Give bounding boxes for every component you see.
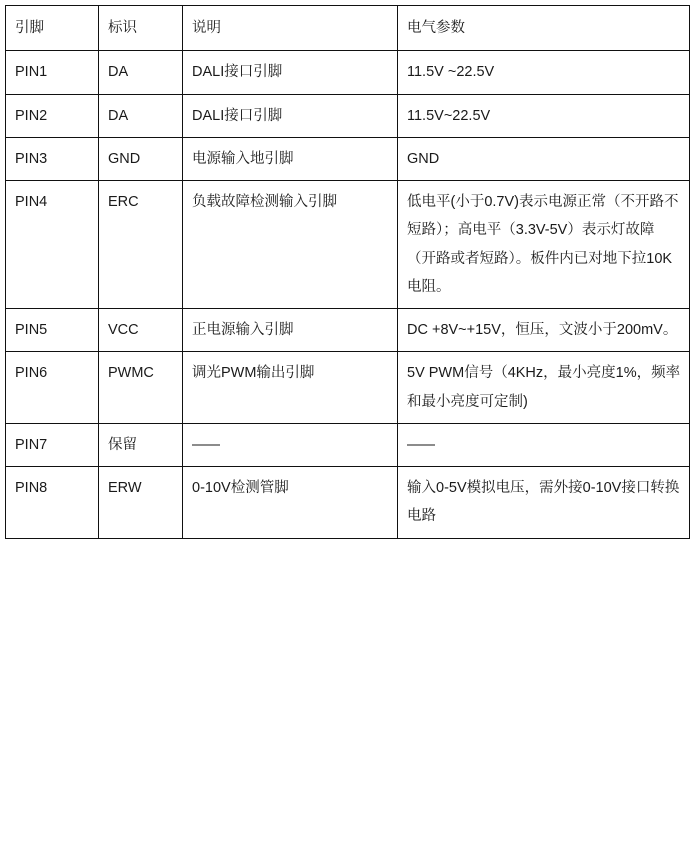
table-row xyxy=(6,94,690,137)
column-header-parameters-label: 电气参数 xyxy=(407,20,465,36)
cell-pin xyxy=(6,51,99,94)
cell-parameters xyxy=(398,309,690,352)
cell-parameters xyxy=(398,181,690,309)
table-row xyxy=(6,309,690,352)
column-header-parameters xyxy=(398,6,690,51)
cell-description xyxy=(183,137,398,180)
cell-mark xyxy=(99,181,183,309)
cell-mark xyxy=(99,94,183,137)
column-header-pin xyxy=(6,6,99,51)
mark-value: DA xyxy=(108,107,129,124)
description-value: 0-10V检测管脚 xyxy=(192,480,289,497)
table-header-row xyxy=(6,6,690,51)
table-row xyxy=(6,423,690,466)
parameters-value: 输入0-5V模拟电压，需外接0-10V接口转换电路 xyxy=(407,480,680,525)
cell-parameters xyxy=(398,137,690,180)
parameters-value: —— xyxy=(407,436,434,453)
cell-mark xyxy=(99,309,183,352)
mark-value: VCC xyxy=(108,322,139,339)
cell-mark xyxy=(99,137,183,180)
description-value: 电源输入地引脚 xyxy=(192,150,294,167)
cell-parameters xyxy=(398,51,690,94)
cell-parameters xyxy=(398,467,690,539)
cell-parameters xyxy=(398,352,690,424)
description-value: —— xyxy=(192,436,219,453)
table-row xyxy=(6,467,690,539)
pin-definition-table xyxy=(5,5,690,539)
cell-description xyxy=(183,94,398,137)
column-header-description xyxy=(183,6,398,51)
pin-value: PIN5 xyxy=(15,322,48,339)
cell-pin xyxy=(6,181,99,309)
column-header-description-label: 说明 xyxy=(192,20,221,36)
cell-description xyxy=(183,352,398,424)
pin-value: PIN1 xyxy=(15,64,48,81)
cell-description xyxy=(183,181,398,309)
parameters-value: 11.5V~22.5V xyxy=(407,107,491,124)
table-row xyxy=(6,137,690,180)
description-value: DALI接口引脚 xyxy=(192,64,283,81)
cell-mark xyxy=(99,423,183,466)
cell-description xyxy=(183,423,398,466)
mark-value: 保留 xyxy=(108,436,137,453)
cell-mark xyxy=(99,51,183,94)
parameters-value: GND xyxy=(407,150,440,167)
parameters-value: DC +8V~+15V，恒压，文波小于200mV。 xyxy=(407,322,678,339)
cell-pin xyxy=(6,137,99,180)
pin-value: PIN4 xyxy=(15,194,48,211)
cell-pin xyxy=(6,309,99,352)
cell-mark xyxy=(99,352,183,424)
description-value: 负载故障检测输入引脚 xyxy=(192,194,337,211)
table-row xyxy=(6,352,690,424)
cell-description xyxy=(183,467,398,539)
cell-description xyxy=(183,51,398,94)
cell-pin xyxy=(6,352,99,424)
parameters-value: 低电平(小于0.7V)表示电源正常（不开路不短路）；高电平（3.3V-5V）表示灯故障（开路或者短路）。板件内已对地下拉10K电阻。 xyxy=(407,194,679,295)
parameters-value: 11.5V ~22.5V xyxy=(407,64,495,81)
description-value: 正电源输入引脚 xyxy=(192,322,294,339)
mark-value: ERW xyxy=(108,480,142,497)
column-header-mark-label: 标识 xyxy=(108,20,137,36)
mark-value: PWMC xyxy=(108,365,154,382)
pin-value: PIN3 xyxy=(15,150,48,167)
description-value: DALI接口引脚 xyxy=(192,107,283,124)
cell-description xyxy=(183,309,398,352)
table-row xyxy=(6,181,690,309)
description-value: 调光PWM输出引脚 xyxy=(192,365,315,382)
cell-pin xyxy=(6,467,99,539)
pin-value: PIN6 xyxy=(15,365,48,382)
cell-parameters xyxy=(398,423,690,466)
pin-value: PIN7 xyxy=(15,436,48,453)
column-header-pin-label: 引脚 xyxy=(15,20,44,36)
column-header-mark xyxy=(99,6,183,51)
cell-pin xyxy=(6,423,99,466)
mark-value: DA xyxy=(108,64,129,81)
pin-value: PIN8 xyxy=(15,480,48,497)
mark-value: GND xyxy=(108,150,141,167)
pin-value: PIN2 xyxy=(15,107,48,124)
cell-parameters xyxy=(398,94,690,137)
mark-value: ERC xyxy=(108,194,139,211)
cell-mark xyxy=(99,467,183,539)
parameters-value: 5V PWM信号（4KHz，最小亮度1%，频率和最小亮度可定制) xyxy=(407,365,681,410)
cell-pin xyxy=(6,94,99,137)
table-row xyxy=(6,51,690,94)
